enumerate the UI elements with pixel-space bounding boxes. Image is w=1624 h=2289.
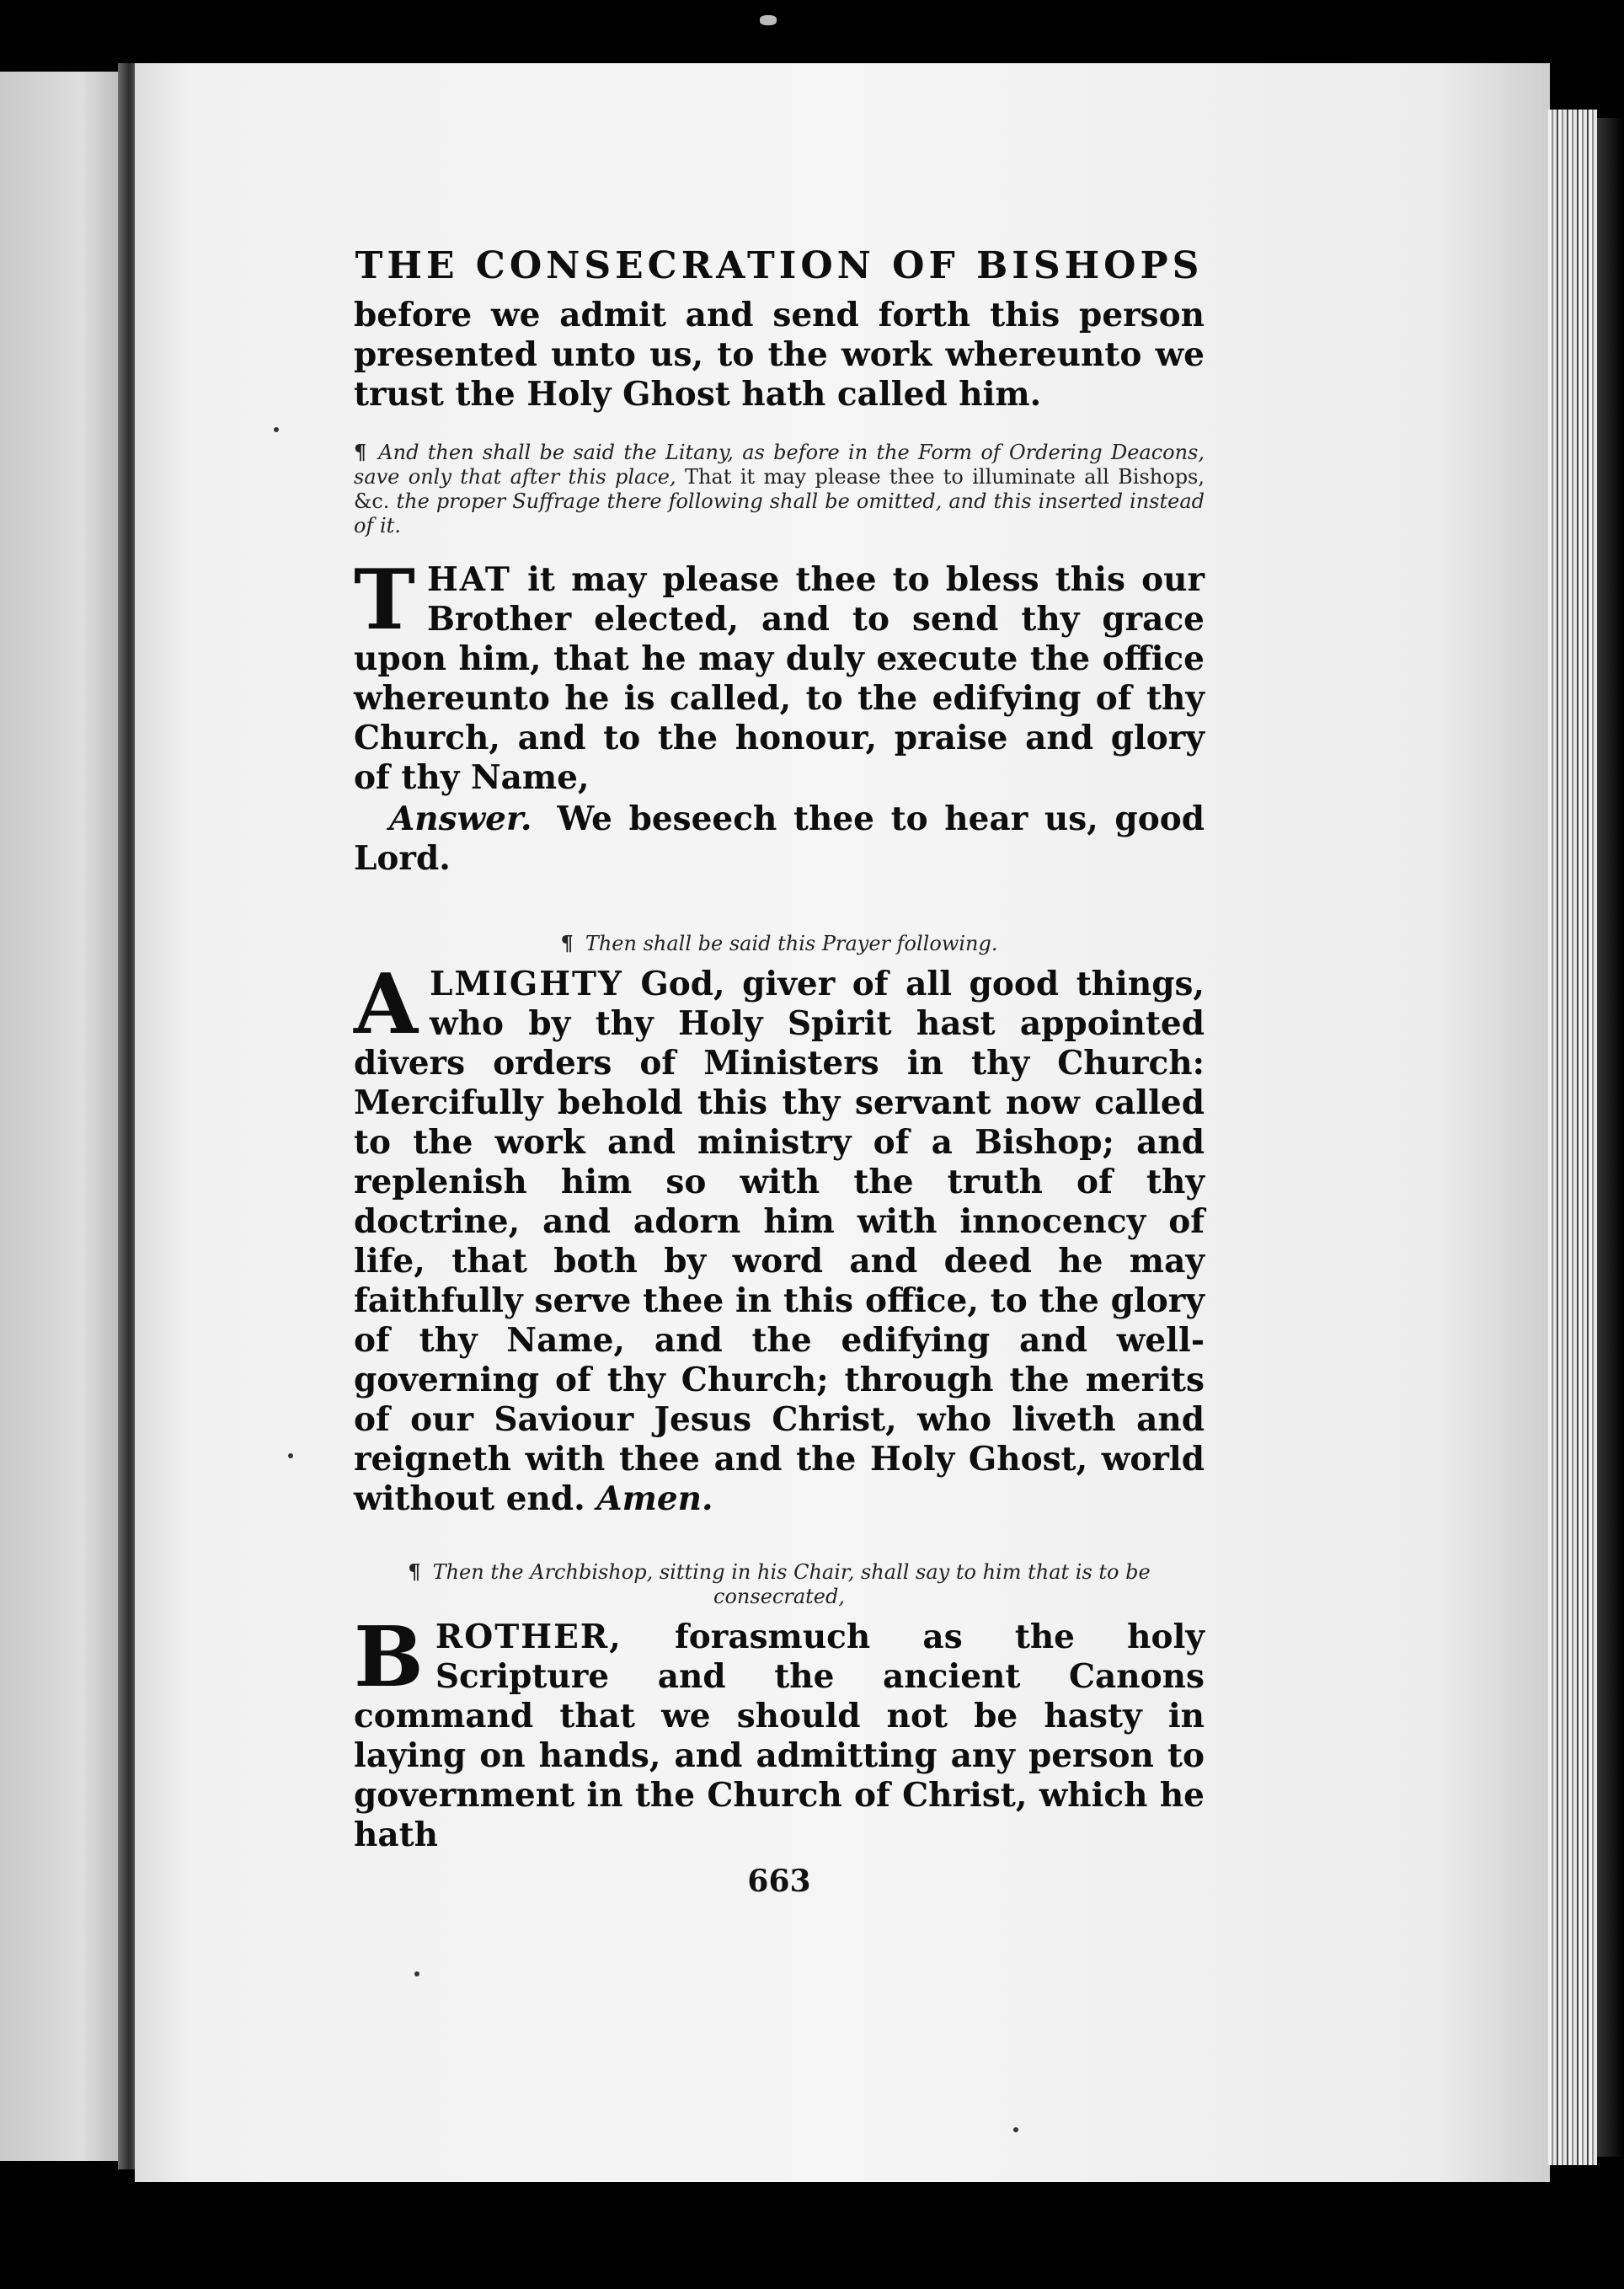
prayer-lead: LMIGHTY <box>430 965 623 1003</box>
rubric-litany-text-3: the proper Suffrage there following shall be omitted, and this inserted instead of it. <box>354 489 1205 537</box>
facing-page-edge <box>0 72 118 2161</box>
rubric-litany <box>354 440 1205 538</box>
exhortation-text: forasmuch as the holy Scripture and the ancient Canons command that we should not be hasty in laying on hands, and admitting any person to government in the Church of Christ, which he hath <box>354 1618 1205 1854</box>
pilcrow-icon: ¶ <box>408 1559 421 1584</box>
rubric-archbishop <box>354 1559 1205 1609</box>
page-stack-shadow <box>1597 118 1624 2157</box>
page-number: 663 <box>747 1864 811 1899</box>
running-head: THE CONSECRATION OF BISHOPS <box>355 244 1204 287</box>
dropcap-b: B <box>354 1609 424 1706</box>
suffrage-paragraph <box>354 552 1205 798</box>
rubric-prayer-text: Then shall be said this Prayer following. <box>585 932 998 955</box>
pilcrow-icon: ¶ <box>354 440 367 464</box>
speck <box>274 427 279 432</box>
rubric-litany-quoted: That it may please thee to illuminate all Bishops, &c. <box>354 465 1205 513</box>
speck <box>414 1971 419 1976</box>
dropcap-a: A <box>354 956 419 1053</box>
answer-label: Answer. <box>389 800 532 838</box>
prayer-text: God, giver of all good things, who by thy Holy Spirit hast appointed divers orders of Ministers in thy Church: Mercifully behold this thy servant now called to the work and ministry of a Bishop; and replenish him so with the truth of thy doctrine, and adorn him with innocency of life, that both by word and deed he may faithfully serve thee in this office, to the glory of thy Name, and the edifying and well-governing of thy Church; through the merits of our Saviour Jesus Christ, who liveth and reigneth with thee and the Holy Ghost, world without end. <box>354 965 1205 1518</box>
suffrage-text: it may please thee to bless this our Brother elected, and to send thy grace upon him, that he may duly execute the office whereunto he is called, to the edifying of thy Church, and to the honour, praise and glory of thy Name, <box>354 560 1205 797</box>
prayer-paragraph <box>354 956 1205 1519</box>
rubric-archbishop-text: Then the Archbishop, sitting in his Chair, shall say to him that is to be consecrated, <box>432 1560 1151 1608</box>
suffrage-response <box>354 800 1205 879</box>
film-mark <box>760 15 777 25</box>
exhortation-paragraph <box>354 1609 1205 1855</box>
rubric-prayer <box>354 931 1205 956</box>
dropcap-t: T <box>354 552 415 649</box>
exhortation-lead: ROTHER, <box>435 1618 622 1656</box>
pilcrow-icon: ¶ <box>560 931 574 955</box>
prayer-amen: Amen. <box>596 1479 713 1518</box>
page-stack-edge <box>1548 110 1597 2165</box>
page-text-block <box>354 244 1205 1899</box>
speck <box>288 1453 293 1458</box>
opening-paragraph: before we admit and send forth this person presented unto us, to the work whereunto we trust the Holy Ghost hath called him. <box>354 296 1205 414</box>
speck <box>1013 2127 1018 2132</box>
suffrage-lead: HAT <box>426 560 511 599</box>
gutter-shadow <box>118 63 136 2169</box>
answer-text: We beseech thee to hear us, good Lord. <box>354 800 1205 878</box>
rubric-litany-text-1: And then shall be said the Litany, as before in the Form of Ordering Deacons, save only that after this place, <box>354 441 1205 489</box>
